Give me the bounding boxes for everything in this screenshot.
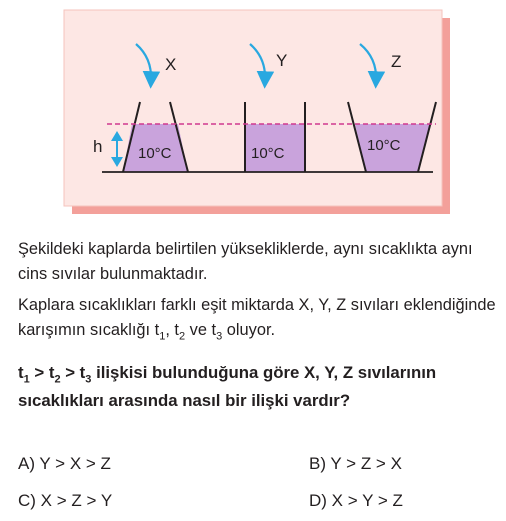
- cup-z-temperature: 10°C: [367, 137, 401, 154]
- label-y: Y: [276, 51, 288, 70]
- cup-x-temperature: 10°C: [138, 145, 172, 162]
- option-b[interactable]: B) Y > Z > X: [309, 454, 402, 473]
- option-c[interactable]: C) X > Z > Y: [18, 491, 113, 510]
- option-d[interactable]: D) X > Y > Z: [309, 491, 403, 510]
- cup-y-temperature: 10°C: [251, 145, 285, 162]
- question-prompt: $t_1 > t_2 > t_3$ ilişkisi bulunduğuna göre X, Y, Z sıvılarının sıcaklıkları arasında nasıl bir ilişki vardır?: [18, 363, 437, 410]
- question-paragraph-1: Şekildeki kaplarda belirtilen yüksekliklerde, aynı sıcaklıkta aynı cins sıvılar bulunmaktadır.: [18, 240, 473, 283]
- figure-panel: [64, 10, 442, 206]
- option-a[interactable]: A) Y > X > Z: [18, 454, 111, 473]
- question-paragraph-2: Kaplara sıcaklıkları farklı eşit miktarda X, Y, Z sıvıları eklendiğinde karışımın sıcaklığı $t_1$, $t_2$ ve $t_3$ oluyor.: [18, 296, 496, 343]
- height-label: h: [93, 137, 103, 156]
- label-z: Z: [391, 52, 402, 71]
- experiment-figure: [0, 0, 506, 230]
- label-x: X: [165, 55, 177, 74]
